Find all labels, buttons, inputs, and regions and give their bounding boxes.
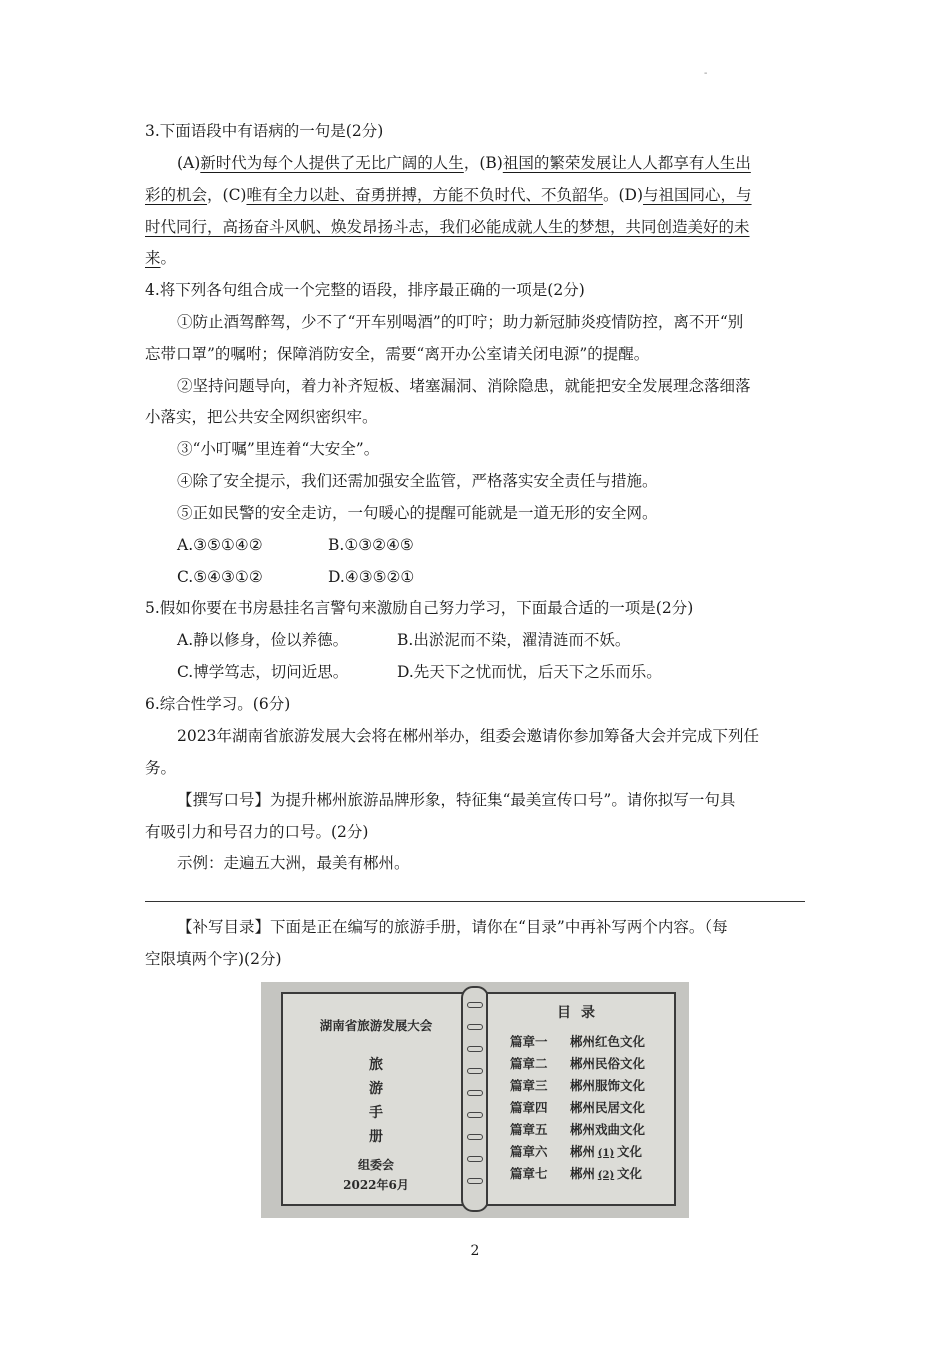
q4-option-a: A.③⑤①④② xyxy=(177,536,263,554)
booklet-cover-char: 册 xyxy=(369,1129,383,1145)
booklet-cover-char: 手 xyxy=(369,1105,383,1121)
q6-slogan-task-cont: 有吸引力和号召力的口号。(2分) xyxy=(145,823,369,841)
toc-row: 篇章二 郴州民俗文化 xyxy=(510,1056,646,1071)
spine-ring xyxy=(467,1002,483,1008)
toc-blank-2[interactable]: (2) xyxy=(597,1170,615,1181)
q3-line-2: 彩的机会，(C)唯有全力以赴、奋勇拼搏，方能不负时代、不负韶华。(D)与祖国同心，与 xyxy=(145,186,752,204)
q3-sentence-b: 祖国的繁荣发展让人人都享有人生出 xyxy=(502,154,751,172)
toc-blank-1[interactable]: (1) xyxy=(597,1148,615,1159)
q4-sentence-1-cont: 忘带口罩”的嘱咐；保障消防安全，需要“离开办公室请关闭电源”的提醒。 xyxy=(145,345,650,363)
spine-ring xyxy=(467,1178,483,1184)
q4-option-d: D.④③⑤②① xyxy=(328,568,415,586)
booklet-photo xyxy=(261,982,689,1218)
q5-option-d: D.先天下之忧而忧，后天下之乐而乐。 xyxy=(397,663,662,681)
q6-slogan-task: 【撰写口号】为提升郴州旅游品牌形象，特征集“最美宣传口号”。请你拟写一句具 xyxy=(177,791,736,809)
q4-stem: 4.将下列各句组合成一个完整的语段，排序最正确的一项是(2分) xyxy=(145,281,585,299)
q6-toc-task-cont: 空限填两个字)(2分) xyxy=(145,950,282,968)
q5-option-a: A.静以修身，俭以养德。 xyxy=(177,631,349,649)
toc-row: 篇章五 郴州戏曲文化 xyxy=(510,1122,646,1137)
toc-row-blank-2: 篇章七 郴州 (2) 文化 xyxy=(510,1166,643,1181)
q4-sentence-4: ④除了安全提示，我们还需加强安全监管，严格落实安全责任与措施。 xyxy=(177,472,658,490)
booklet-toc xyxy=(486,992,676,1206)
spine-ring xyxy=(467,1024,483,1030)
toc-row-blank-1: 篇章六 郴州 (1) 文化 xyxy=(510,1144,643,1159)
q5-option-c: C.博学笃志，切问近思。 xyxy=(177,663,349,681)
toc-row: 篇章三 郴州服饰文化 xyxy=(510,1078,646,1093)
q4-sentence-2-cont: 小落实，把公共安全网织密织牢。 xyxy=(145,408,378,426)
q6-intro: 2023年湖南省旅游发展大会将在郴州举办，组委会邀请你参加筹备大会并完成下列任 xyxy=(177,727,759,745)
q3-sentence-c: 唯有全力以赴、奋勇拼搏，方能不负时代、不负韶华 xyxy=(246,186,603,204)
spine-ring xyxy=(467,1112,483,1118)
q5-stem: 5.假如你要在书房悬挂名言警句来激励自己努力学习，下面最合适的一项是(2分) xyxy=(145,599,694,617)
q6-slogan-example: 示例：走遍五大洲，最美有郴州。 xyxy=(177,854,410,872)
q4-sentence-1: ①防止酒驾醉驾，少不了“开车别喝酒”的叮咛；助力新冠肺炎疫情防控，离不开“别 xyxy=(177,313,744,331)
booklet-spine xyxy=(461,986,489,1212)
booklet-date: 2022年6月 xyxy=(343,1178,409,1192)
q4-option-b: B.①③②④⑤ xyxy=(328,536,414,554)
q6-toc-task: 【补写目录】下面是正在编写的旅游手册，请你在“目录”中再补写两个内容。（每 xyxy=(177,918,728,936)
q4-sentence-3: ③“小叮嘱”里连着“大安全”。 xyxy=(177,440,380,458)
q3-stem: 3.下面语段中有语病的一句是(2分) xyxy=(145,122,384,140)
q4-sentence-5: ⑤正如民警的安全走访，一句暖心的提醒可能就是一道无形的安全网。 xyxy=(177,504,658,522)
booklet-cover-char: 旅 xyxy=(369,1057,383,1073)
q5-option-b: B.出淤泥而不染，濯清涟而不妖。 xyxy=(397,631,631,649)
q3-line-3: 时代同行，高扬奋斗风帆、焕发昂扬斗志，我们必能成就人生的梦想，共同创造美好的未 xyxy=(145,218,750,236)
answer-line[interactable] xyxy=(145,901,805,902)
spine-ring xyxy=(467,1134,483,1140)
q3-sentence-a: 新时代为每个人提供了无比广阔的人生 xyxy=(200,154,464,172)
toc-row: 篇章一 郴州红色文化 xyxy=(510,1034,646,1049)
q6-stem: 6.综合性学习。(6分) xyxy=(145,695,291,713)
spine-ring xyxy=(467,1068,483,1074)
booklet-cover xyxy=(281,992,471,1206)
page-number: 2 xyxy=(470,1243,480,1259)
q3-line-1: (A)新时代为每个人提供了无比广阔的人生，(B)祖国的繁荣发展让人人都享有人生出 xyxy=(177,154,751,172)
booklet-org: 组委会 xyxy=(357,1158,394,1172)
toc-title: 目录 xyxy=(557,1005,605,1021)
q3-line-4: 来。 xyxy=(145,249,177,267)
booklet-cover-char: 游 xyxy=(369,1081,383,1097)
spine-ring xyxy=(467,1156,483,1162)
q6-intro-cont: 务。 xyxy=(145,759,177,777)
q4-option-c: C.⑤④③①② xyxy=(177,568,263,586)
top-mark: - xyxy=(704,68,708,79)
toc-row: 篇章四 郴州民居文化 xyxy=(510,1100,646,1115)
booklet-cover-title: 湖南省旅游发展大会 xyxy=(319,1018,433,1033)
q4-sentence-2: ②坚持问题导向，着力补齐短板、堵塞漏洞、消除隐患，就能把安全发展理念落细落 xyxy=(177,377,751,395)
spine-ring xyxy=(467,1046,483,1052)
q3-sentence-d: 与祖国同心，与 xyxy=(643,186,752,204)
spine-ring xyxy=(467,1090,483,1096)
